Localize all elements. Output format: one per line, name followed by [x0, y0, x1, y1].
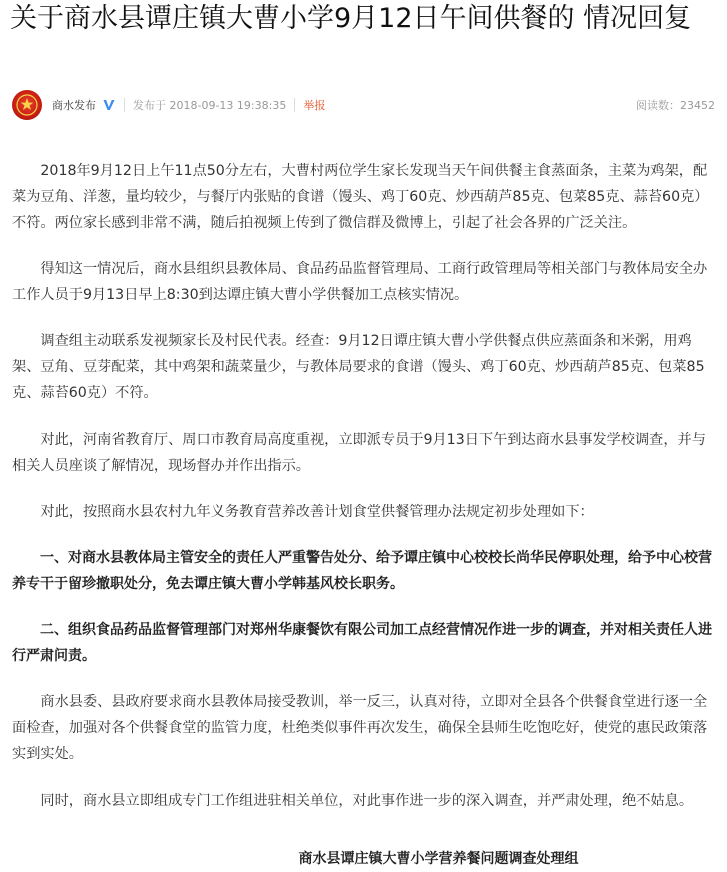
publish-time: 发布于 2018-09-13 19:38:35	[133, 99, 287, 112]
author-avatar[interactable]	[12, 90, 42, 120]
paragraph-bold: 二、组织食品药品监督管理部门对郑州华康餐饮有限公司加工点经营情况作进一步的调查，并对相关责任人进行严肃问责。	[12, 622, 712, 664]
paragraph-bold: 一、对商水县教体局主管安全的责任人严重警告处分、给予谭庄镇中心校校长尚华民停职处理，给予中心校营养专干于留珍撤职处分，免去谭庄镇大曹小学韩基风校长职务。	[12, 550, 712, 592]
paragraph: 调查组主动联系发视频家长及村民代表。经查：9月12日谭庄镇大曹小学供餐点供应蒸面条和米粥，用鸡架、豆角、豆芽配菜，其中鸡架和蔬菜量少，与教体局要求的食谱（馒头、鸡丁60克、炒西葫芦85克、包菜85克、蒜苔60克）不符。	[12, 333, 705, 401]
paragraph: 得知这一情况后，商水县组织县教体局、食品药品监督管理局、工商行政管理局等相关部门与教体局安全办工作人员于9月13日早上8:30到达谭庄镇大曹小学供餐加工点核实情况。	[12, 261, 708, 303]
page-title: 关于商水县谭庄镇大曹小学9月12日午间供餐的 情况回复	[10, 3, 692, 34]
paragraph: 商水县委、县政府要求商水县教体局接受教训，举一反三，认真对待，立即对全县各个供餐食堂进行逐一全面检查，加强对各个供餐食堂的监管力度，杜绝类似事件再次发生，确保全县师生吃饱吃好，使党的惠民政策落实到实处。	[12, 694, 708, 762]
article-meta	[12, 90, 715, 120]
signature: 商水县谭庄镇大曹小学营养餐问题调查处理组	[298, 851, 579, 867]
emblem-icon	[15, 93, 39, 117]
article-body	[12, 158, 717, 834]
paragraph: 对此，按照商水县农村九年义务教育营养改善计划食堂供餐管理办法规定初步处理如下：	[40, 504, 594, 520]
paragraph: 对此，河南省教育厅、周口市教育局高度重视，立即派专员于9月13日下午到达商水县事发学校调查，并与相关人员座谈了解情况，现场督办并作出指示。	[12, 432, 706, 474]
paragraph: 2018年9月12日上午11点50分左右，大曹村两位学生家长发现当天午间供餐主食蒸面条，主菜为鸡架，配菜为豆角、洋葱，量均较少，与餐厅内张贴的食谱（馒头、鸡丁60克、炒西葫芦85克、包菜85克、蒜苔60克）不符。两位家长感到非常不满，随后拍视频上传到了微信群及微博上，引起了社会各界的广泛关注。	[12, 163, 709, 231]
read-count: 阅读数：23452	[636, 99, 715, 112]
paragraph: 同时，商水县立即组成专门工作组进驻相关单位，对此事作进一步的深入调查，并严肃处理，绝不姑息。	[40, 793, 694, 809]
meta-divider	[124, 98, 125, 112]
report-link[interactable]: 举报	[303, 99, 326, 112]
author-name[interactable]: 商水发布	[52, 99, 96, 112]
meta-divider	[294, 98, 295, 112]
verified-v-icon	[102, 98, 116, 112]
